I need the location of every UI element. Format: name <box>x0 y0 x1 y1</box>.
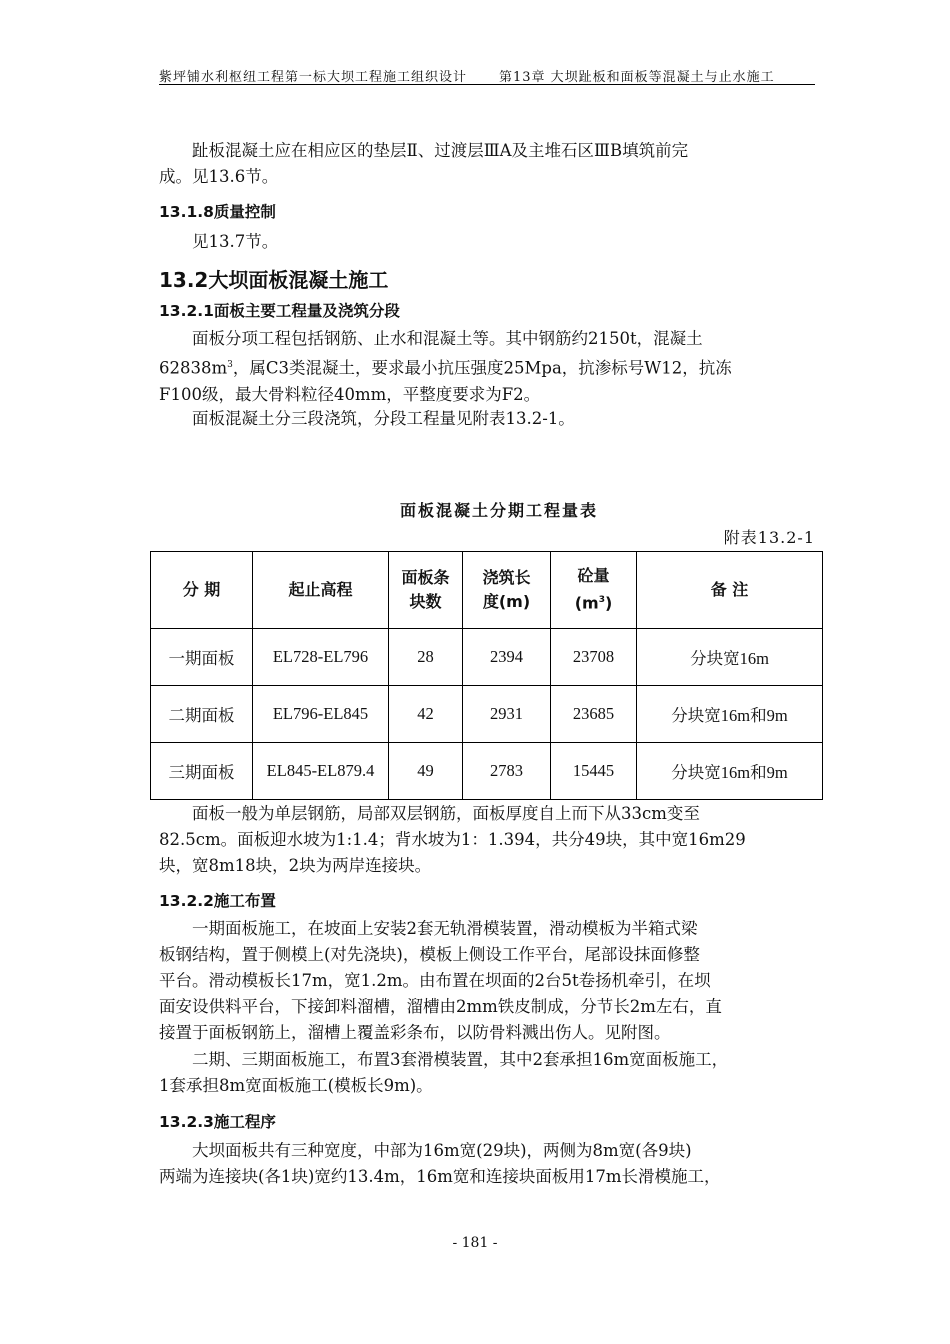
paragraph <box>159 1138 815 1190</box>
section-heading-13-2-2: 13.2.2施工布置 <box>159 892 276 910</box>
superscript: 3 <box>227 360 233 370</box>
header-concrete-volume <box>551 552 637 629</box>
cell-remarks: 分块宽16m和9m <box>637 686 823 743</box>
text-line: 1套承担8m宽面板施工(模板长9m)。 <box>159 1076 433 1095</box>
text-line: 82.5cm。面板迎水坡为1:1.4；背水坡为1：1.394，共分49块，其中宽16m29 <box>159 830 746 849</box>
cell-pour-length: 2394 <box>463 629 551 686</box>
header-line: 浇筑长 <box>482 568 531 587</box>
cell-panel-count: 42 <box>389 686 463 743</box>
text-line: F100级，最大骨料粒径40mm，平整度要求为F2。 <box>159 384 541 404</box>
header-line: 块数 <box>409 592 442 611</box>
text-line: 板钢结构，置于侧模上(对先浇块)，模板上侧设工作平台，尾部设抹面修整 <box>159 945 700 964</box>
text-line: 平台。滑动模板长17m，宽1.2m。由布置在坝面的2台5t卷扬机牵引，在坝 <box>159 971 711 990</box>
text-run: ，属C3类混凝土，要求最小抗压强度25Mpa，抗渗标号W12，抗冻 <box>232 358 732 378</box>
paragraph <box>159 138 815 190</box>
table-reference: 附表13.2-1 <box>723 528 815 547</box>
section-heading-13-2-3: 13.2.3施工程序 <box>159 1113 276 1131</box>
table-row <box>151 686 823 743</box>
header-line <box>551 588 636 615</box>
header-elevation: 起止高程 <box>253 552 389 629</box>
cell-phase: 二期面板 <box>151 686 253 743</box>
cell-elevation: EL845-EL879.4 <box>253 743 389 800</box>
table-row <box>151 629 823 686</box>
cell-panel-count: 49 <box>389 743 463 800</box>
table-header-row <box>151 552 823 629</box>
header-line: 度(m) <box>482 592 531 611</box>
paragraph <box>159 801 815 879</box>
paragraph <box>159 1047 815 1099</box>
header-phase: 分 期 <box>151 552 253 629</box>
text-line <box>159 352 815 382</box>
text-line: 大坝面板共有三种宽度，中部为16m宽(29块)，两侧为8m宽(各9块) <box>159 1141 692 1160</box>
text-line: 接置于面板钢筋上，溜槽上覆盖彩条布，以防骨料溅出伤人。见附图。 <box>159 1023 671 1042</box>
text-line: 二期、三期面板施工，布置3套滑模装置，其中2套承担16m宽面板施工， <box>159 1050 729 1069</box>
cell-remarks: 分块宽16m和9m <box>637 743 823 800</box>
header-document-title: 紫坪铺水利枢纽工程第一标大坝工程施工组织设计 <box>159 70 468 85</box>
header-pour-length <box>463 552 551 629</box>
quantity-table <box>150 551 823 800</box>
header-panel-count <box>389 552 463 629</box>
page-number: - 181 - <box>452 1235 498 1251</box>
paragraph: 面板混凝土分三段浇筑，分段工程量见附表13.2-1。 <box>159 409 575 428</box>
cell-concrete-volume: 23685 <box>551 686 637 743</box>
text-line: 趾板混凝土应在相应区的垫层Ⅱ、过渡层ⅢA及主堆石区ⅢB填筑前完 <box>159 141 689 160</box>
cell-concrete-volume: 23708 <box>551 629 637 686</box>
text-line: 面板一般为单层钢筋，局部双层钢筋，面板厚度自上而下从33cm变至 <box>159 804 700 823</box>
table-title: 面板混凝土分期工程量表 <box>399 501 598 520</box>
text-line: 两端为连接块(各1块)宽约13.4m，16m宽和连接块面板用17m长滑模施工， <box>159 1167 721 1186</box>
header-line: 砼量 <box>577 566 610 586</box>
section-heading-13-2-1: 13.2.1面板主要工程量及浇筑分段 <box>159 302 400 320</box>
header-chapter-title: 第13章 大坝趾板和面板等混凝土与止水施工 <box>499 70 775 85</box>
text-line: 面安设供料平台，下接卸料溜槽，溜槽由2mm铁皮制成，分节长2m左右，直 <box>159 997 722 1016</box>
text-line: 块，宽8m18块，2块为两岸连接块。 <box>159 856 432 875</box>
page-header <box>159 62 815 85</box>
paragraph <box>159 326 815 408</box>
text-line: 成。见13.6节。 <box>159 167 279 186</box>
cell-elevation: EL796-EL845 <box>253 686 389 743</box>
paragraph: 见13.7节。 <box>159 232 279 251</box>
section-heading-13-2: 13.2大坝面板混凝土施工 <box>159 268 389 292</box>
cell-remarks: 分块宽16m <box>637 629 823 686</box>
text-line: 面板分项工程包括钢筋、止水和混凝土等。其中钢筋约2150t，混凝土 <box>159 329 703 348</box>
text-run: ) <box>604 593 613 613</box>
paragraph <box>159 916 815 1046</box>
cell-elevation: EL728-EL796 <box>253 629 389 686</box>
cell-concrete-volume: 15445 <box>551 743 637 800</box>
cell-phase: 三期面板 <box>151 743 253 800</box>
text-run: (m <box>574 593 599 613</box>
text-line: 一期面板施工，在坡面上安装2套无轨滑模装置，滑动模板为半箱式梁 <box>159 919 698 938</box>
superscript: 3 <box>598 595 605 606</box>
header-remarks: 备 注 <box>637 552 823 629</box>
table-row <box>151 743 823 800</box>
cell-pour-length: 2783 <box>463 743 551 800</box>
cell-panel-count: 28 <box>389 629 463 686</box>
cell-phase: 一期面板 <box>151 629 253 686</box>
section-heading-13-1-8: 13.1.8质量控制 <box>159 203 276 221</box>
header-line: 面板条 <box>401 568 450 587</box>
text-run: 62838m <box>159 358 228 378</box>
cell-pour-length: 2931 <box>463 686 551 743</box>
